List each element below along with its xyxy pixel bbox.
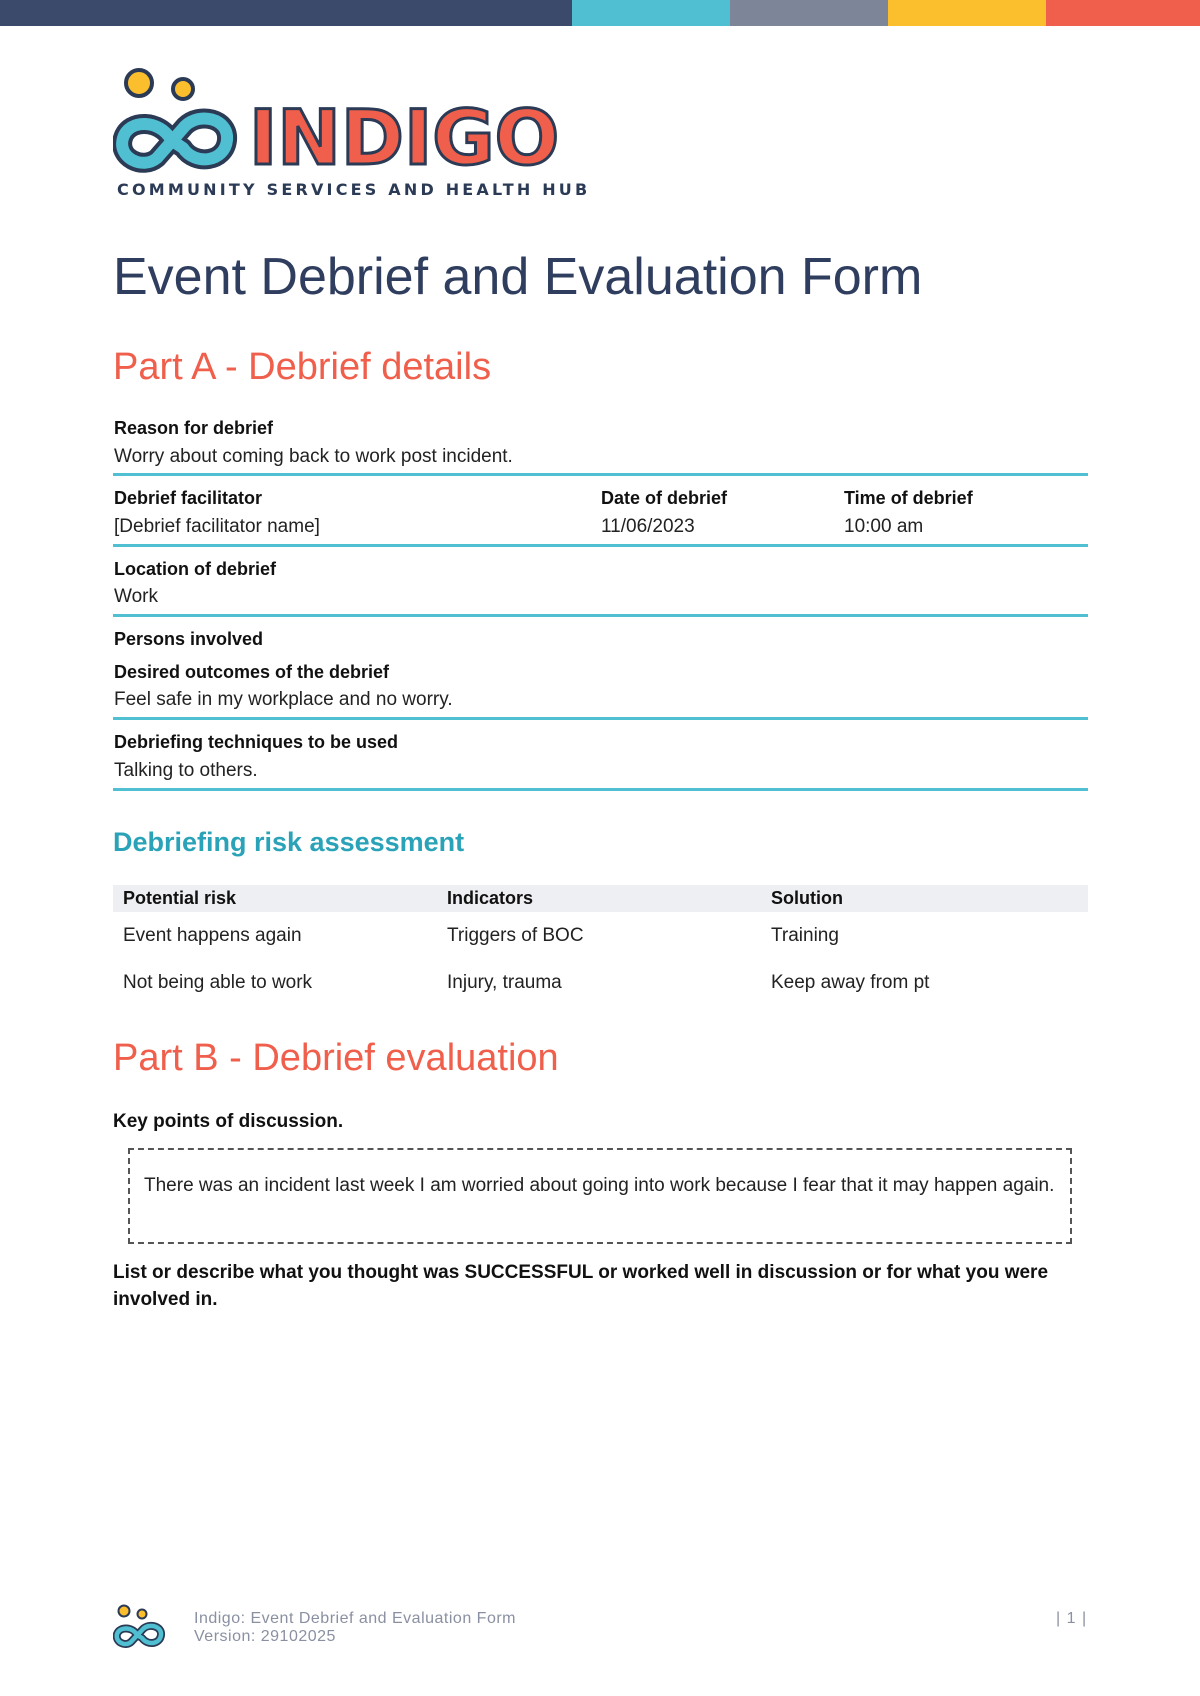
- footer-info: [194, 1610, 516, 1646]
- color-bar-teal: [572, 0, 730, 26]
- techniques-label: Debriefing techniques to be used: [114, 732, 399, 752]
- date-label: Date of debrief: [601, 488, 728, 508]
- color-bar-red: [1046, 0, 1200, 26]
- date-value[interactable]: 11/06/2023: [601, 516, 695, 537]
- table-cell[interactable]: Injury, trauma: [447, 971, 562, 993]
- risk-table: [113, 885, 1088, 1006]
- column-header: Solution: [761, 885, 1088, 912]
- column-header: Indicators: [437, 885, 761, 912]
- color-bar-yellow: [888, 0, 1046, 26]
- footer-logo-icon: [113, 1604, 167, 1650]
- footer-version: Version: 29102025: [194, 1628, 336, 1645]
- infinity-people-icon: [113, 66, 243, 176]
- key-points-label: Key points of discussion.: [113, 1111, 344, 1132]
- footer-page-number: | 1 |: [1056, 1610, 1088, 1627]
- divider: [113, 717, 1088, 720]
- location-value[interactable]: Work: [114, 586, 158, 607]
- footer-doc-name: Indigo: Event Debrief and Evaluation Form: [194, 1610, 516, 1627]
- table-header-row: [113, 885, 1088, 912]
- table-row: [113, 959, 1088, 1006]
- successful-label: List or describe what you thought was SUCCESSFUL or worked well in discussion or for what you were involved in.: [113, 1262, 1049, 1310]
- persons-label: Persons involved: [114, 629, 264, 649]
- outcomes-value[interactable]: Feel safe in my workplace and no worry.: [114, 689, 453, 710]
- table-cell[interactable]: Triggers of BOC: [447, 924, 584, 946]
- top-color-bar: [0, 0, 1200, 26]
- reason-label: Reason for debrief: [114, 418, 274, 438]
- divider: [113, 544, 1088, 547]
- table-cell[interactable]: Training: [771, 924, 839, 946]
- table-row: [113, 912, 1088, 959]
- page-title: Event Debrief and Evaluation Form: [113, 248, 923, 306]
- facilitator-value[interactable]: [Debrief facilitator name]: [114, 516, 320, 537]
- logo-wordmark: INDIGO: [249, 93, 560, 182]
- outcomes-label: Desired outcomes of the debrief: [114, 662, 390, 682]
- divider: [113, 788, 1088, 791]
- risk-assessment-heading: Debriefing risk assessment: [113, 827, 465, 857]
- divider: [113, 614, 1088, 617]
- part-a-heading: Part A - Debrief details: [113, 346, 492, 388]
- logo-tagline: COMMUNITY SERVICES AND HEALTH HUB: [117, 180, 591, 199]
- time-value[interactable]: 10:00 am: [844, 516, 924, 537]
- column-header: Potential risk: [113, 885, 437, 912]
- techniques-value[interactable]: Talking to others.: [114, 760, 258, 781]
- color-bar-navy: [0, 0, 572, 26]
- key-points-textbox[interactable]: There was an incident last week I am worried about going into work because I fear that it may happen again.: [128, 1148, 1072, 1244]
- time-label: Time of debrief: [844, 488, 973, 508]
- location-label: Location of debrief: [114, 559, 276, 579]
- table-cell[interactable]: Event happens again: [123, 924, 302, 946]
- part-b-heading: Part B - Debrief evaluation: [113, 1037, 559, 1079]
- color-bar-grey: [730, 0, 888, 26]
- divider: [113, 473, 1088, 476]
- indigo-logo: [113, 66, 591, 206]
- table-cell[interactable]: Keep away from pt: [771, 971, 930, 993]
- reason-value[interactable]: Worry about coming back to work post incident.: [114, 446, 513, 467]
- facilitator-label: Debrief facilitator: [114, 488, 263, 508]
- table-cell[interactable]: Not being able to work: [123, 971, 313, 993]
